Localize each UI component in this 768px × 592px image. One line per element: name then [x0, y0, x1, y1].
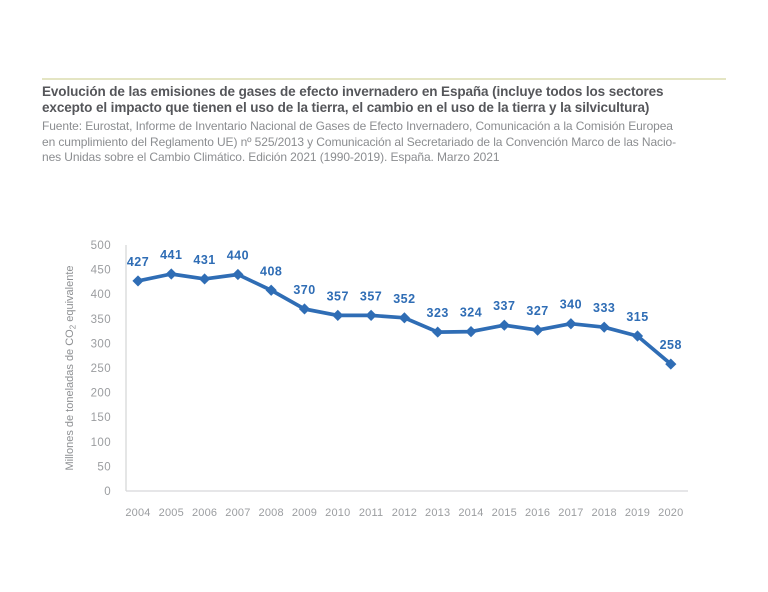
x-tick-label: 2014: [458, 507, 484, 519]
data-point-label: 333: [593, 301, 616, 316]
chart-title: [42, 84, 742, 115]
x-tick-label: 2017: [558, 507, 584, 519]
y-axis-title: Millones de toneladas de $CO_2$ equivalente: [64, 265, 78, 471]
data-point-label: 441: [160, 248, 183, 262]
data-point: [532, 325, 543, 336]
chart-source-line-1: Fuente: Eurostat, Informe de Inventario Nacional de Gases de Efecto Invernadero, Comunicación a la Comisión Europea: [42, 119, 673, 133]
header-divider: [42, 78, 726, 80]
chart-title-line-1: Evolución de las emisiones de gases de efecto invernadero en España (incluye todos los sectores: [42, 84, 664, 99]
data-point: [199, 273, 210, 284]
x-tick-label: 2006: [191, 507, 218, 519]
x-tick-label: 2020: [658, 507, 684, 519]
data-point: [432, 326, 443, 337]
data-point: [465, 326, 476, 337]
data-point-label: 324: [459, 305, 483, 320]
chart-title-line-2: excepto el impacto que tienen el uso de la tierra, el cambio en el uso de la tierra y la silvicultura): [42, 99, 650, 115]
data-point-label: 323: [426, 306, 449, 321]
data-point: [332, 310, 343, 321]
data-point-label: 315: [626, 310, 649, 324]
data-point-label: 427: [126, 254, 150, 269]
y-tick-label: 450: [90, 264, 111, 277]
data-point-label: 340: [559, 297, 583, 312]
x-tick-label: 2012: [391, 507, 418, 519]
x-tick-label: 2005: [158, 507, 184, 519]
x-tick-label: 2013: [425, 507, 451, 519]
data-point-label: 352: [393, 291, 416, 306]
data-point: [366, 310, 377, 321]
x-tick-label: 2019: [624, 507, 651, 519]
data-point-label: 370: [293, 283, 316, 297]
data-point: [132, 275, 143, 286]
data-point: [565, 318, 576, 329]
y-tick-label: 200: [90, 387, 111, 400]
data-point-label: 431: [193, 252, 216, 267]
x-tick-label: 2010: [325, 507, 351, 519]
chart-area: [0, 230, 768, 550]
data-point-label: 327: [526, 304, 549, 319]
y-tick-label: 500: [90, 240, 111, 252]
x-tick-label: 2008: [258, 507, 284, 519]
x-tick-label: 2016: [524, 507, 551, 519]
x-tick-label: 2015: [491, 507, 517, 519]
data-point-label: 357: [326, 289, 349, 304]
x-tick-label: 2011: [358, 507, 384, 519]
chart-source: [42, 119, 742, 166]
y-tick-label: 0: [104, 486, 111, 498]
y-tick-label: 150: [90, 412, 111, 425]
y-tick-label: 250: [90, 363, 111, 375]
data-point: [499, 320, 510, 331]
x-tick-label: 2007: [225, 507, 251, 519]
y-tick-label: 100: [90, 436, 111, 449]
data-point-label: 408: [260, 264, 283, 279]
data-point-label: 357: [359, 289, 383, 304]
data-point-label: 440: [226, 248, 250, 263]
data-point: [166, 268, 177, 279]
data-point-label: 258: [659, 338, 682, 353]
y-tick-label: 50: [97, 461, 111, 474]
y-tick-label: 400: [90, 289, 111, 302]
x-tick-label: 2004: [125, 507, 151, 519]
x-tick-label: 2009: [291, 507, 318, 519]
data-point: [232, 269, 243, 280]
y-tick-label: 350: [90, 313, 111, 326]
data-point: [399, 312, 410, 323]
chart-source-line-3: nes Unidas sobre el Cambio Climático. Edición 2021 (1990-2019). España. Marzo 2021: [42, 150, 500, 164]
data-point: [599, 322, 610, 333]
y-tick-label: 300: [90, 338, 111, 351]
data-point-label: 337: [493, 299, 516, 314]
x-tick-label: 2018: [591, 507, 617, 519]
emissions-line-chart: [0, 230, 768, 550]
chart-source-line-2: en cumplimiento del Reglamento UE) nº 525/2013 y Comunicación al Secretariado de la Convención Marco de las Nacio-: [42, 134, 676, 149]
